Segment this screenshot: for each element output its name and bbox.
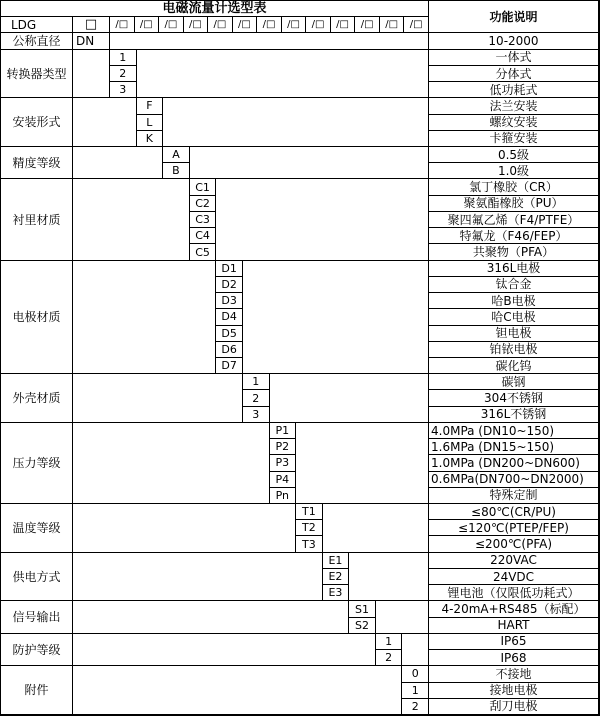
option-description: 0.6MPa(DN700~DN2000) [429, 472, 599, 488]
option-description: 哈C电极 [429, 309, 599, 325]
empty-cell [73, 634, 376, 666]
option-description: 低功耗式 [429, 82, 599, 98]
option-description: 聚氨酯橡胶（PU） [429, 196, 599, 212]
category-label: 转换器类型 [1, 50, 73, 99]
option-code: D6 [216, 342, 243, 358]
model-slash-box: /□ [159, 17, 184, 32]
category-label: 电极材质 [1, 261, 73, 375]
option-code: 1 [110, 50, 137, 66]
option-code: 2 [243, 390, 270, 406]
empty-cell [73, 261, 216, 375]
option-description: 共聚物（PFA） [429, 244, 599, 260]
option-description: 螺纹安装 [429, 115, 599, 131]
option-description: 特氟龙（F46/FEP） [429, 228, 599, 244]
option-code: T2 [296, 520, 323, 536]
empty-cell [73, 147, 163, 179]
option-description: IP65 [429, 634, 599, 650]
option-description: 碳化钨 [429, 358, 599, 374]
option-description: 哈B电极 [429, 293, 599, 309]
model-slash-box: /□ [233, 17, 258, 32]
model-slash-box: /□ [380, 17, 405, 32]
option-description: ≤120℃(PTEP/FEP) [429, 520, 599, 536]
category-label: 供电方式 [1, 553, 73, 602]
option-code: 1 [402, 683, 429, 699]
empty-cell [73, 423, 270, 504]
option-code: C2 [190, 196, 217, 212]
option-code: B [163, 163, 190, 179]
model-code-box-strip [110, 17, 429, 33]
option-code: 0 [402, 666, 429, 682]
option-code: 1 [243, 374, 270, 390]
option-code: P2 [270, 439, 297, 455]
option-code: T1 [296, 504, 323, 520]
option-description: ≤200℃(PFA) [429, 536, 599, 552]
option-description: 特殊定制 [429, 488, 599, 504]
empty-cell [296, 423, 429, 504]
empty-cell [349, 553, 429, 602]
empty-cell [73, 50, 110, 99]
option-description: 不接地 [429, 666, 599, 682]
option-description: 304不锈钢 [429, 390, 599, 406]
empty-cell [110, 33, 429, 49]
model-slash-box: /□ [257, 17, 282, 32]
option-description: 法兰安装 [429, 98, 599, 114]
option-description: 1.6MPa (DN15~150) [429, 439, 599, 455]
option-description: 24VDC [429, 569, 599, 585]
model-slash-box: /□ [355, 17, 380, 32]
option-description: 一体式 [429, 50, 599, 66]
empty-cell [73, 98, 137, 147]
option-code: C5 [190, 244, 217, 260]
option-description: 接地电极 [429, 683, 599, 699]
option-description: 316L电极 [429, 261, 599, 277]
empty-cell [73, 179, 190, 260]
option-description: 4.0MPa (DN10~150) [429, 423, 599, 439]
option-code: D3 [216, 293, 243, 309]
option-description: 分体式 [429, 66, 599, 82]
option-description: 聚四氟乙烯（F4/PTFE） [429, 212, 599, 228]
option-code: E3 [323, 585, 350, 601]
category-label: 附件 [1, 666, 73, 715]
option-code: C4 [190, 228, 217, 244]
option-code: P3 [270, 455, 297, 471]
empty-cell [323, 504, 429, 553]
option-description: 1.0级 [429, 163, 599, 179]
category-label: 压力等级 [1, 423, 73, 504]
option-description: 铂铱电极 [429, 342, 599, 358]
empty-cell [163, 98, 429, 147]
option-description: 钛合金 [429, 277, 599, 293]
option-description: 1.0MPa (DN200~DN600) [429, 455, 599, 471]
option-description: 刮刀电极 [429, 699, 599, 715]
option-code: D2 [216, 277, 243, 293]
option-code: 2 [110, 66, 137, 82]
category-label: 公称直径 [1, 33, 73, 49]
empty-cell [73, 504, 296, 553]
option-code: C1 [190, 179, 217, 195]
option-code: F [137, 98, 164, 114]
option-code: S2 [349, 618, 376, 634]
option-code: K [137, 131, 164, 147]
option-description: 316L不锈钢 [429, 407, 599, 423]
empty-cell [190, 147, 429, 179]
option-code: L [137, 115, 164, 131]
option-code: 3 [110, 82, 137, 98]
option-description: IP68 [429, 650, 599, 666]
option-code: P4 [270, 472, 297, 488]
empty-cell [402, 634, 429, 666]
model-slash-box: /□ [409, 18, 423, 30]
model-code-dn-box: □ [73, 17, 110, 33]
function-desc-header: 功能说明 [429, 1, 599, 33]
category-label: 衬里材质 [1, 179, 73, 260]
category-label: 信号输出 [1, 601, 73, 633]
option-code: C3 [190, 212, 217, 228]
option-description: 碳钢 [429, 374, 599, 390]
category-label: 安装形式 [1, 98, 73, 147]
empty-cell [73, 374, 243, 423]
option-code: 3 [243, 407, 270, 423]
option-code: P1 [270, 423, 297, 439]
option-description: 220VAC [429, 553, 599, 569]
table-title: 电磁流量计选型表 [1, 1, 429, 17]
model-slash-box: /□ [110, 17, 135, 32]
option-code: D1 [216, 261, 243, 277]
model-slash-box: /□ [135, 17, 160, 32]
category-label: 外壳材质 [1, 374, 73, 423]
option-code: D4 [216, 309, 243, 325]
option-code: S1 [349, 601, 376, 617]
model-slash-box: /□ [306, 17, 331, 32]
model-slash-box: /□ [208, 17, 233, 32]
model-slash-box: /□ [184, 17, 209, 32]
option-code: 2 [402, 699, 429, 715]
empty-cell [243, 261, 429, 375]
option-description: 4-20mA+RS485（标配） [429, 601, 599, 617]
option-description: 锂电池（仅限低功耗式） [429, 585, 599, 601]
option-description: HART [429, 618, 599, 634]
empty-cell [376, 601, 429, 633]
option-code: DN [73, 33, 110, 49]
empty-cell [73, 601, 349, 633]
option-code: A [163, 147, 190, 163]
option-description: ≤80℃(CR/PU) [429, 504, 599, 520]
model-slash-box: /□ [331, 17, 356, 32]
category-label: 精度等级 [1, 147, 73, 179]
empty-cell [73, 666, 402, 715]
empty-cell [73, 553, 323, 602]
category-label: 防护等级 [1, 634, 73, 666]
option-code: E1 [323, 553, 350, 569]
option-description: 钽电极 [429, 326, 599, 342]
category-label: 温度等级 [1, 504, 73, 553]
model-code-prefix: LDG [1, 17, 73, 33]
option-code: 1 [376, 634, 403, 650]
option-code: E2 [323, 569, 350, 585]
option-code: D7 [216, 358, 243, 374]
option-code: 2 [376, 650, 403, 666]
option-code: D5 [216, 326, 243, 342]
empty-cell [216, 179, 429, 260]
empty-cell [270, 374, 430, 423]
option-description: 10-2000 [429, 33, 599, 49]
option-description: 卡箍安装 [429, 131, 599, 147]
option-code: T3 [296, 536, 323, 552]
empty-cell [137, 50, 429, 99]
model-slash-box: /□ [282, 17, 307, 32]
option-code: Pn [270, 488, 297, 504]
option-description: 氯丁橡胶（CR） [429, 179, 599, 195]
option-description: 0.5级 [429, 147, 599, 163]
